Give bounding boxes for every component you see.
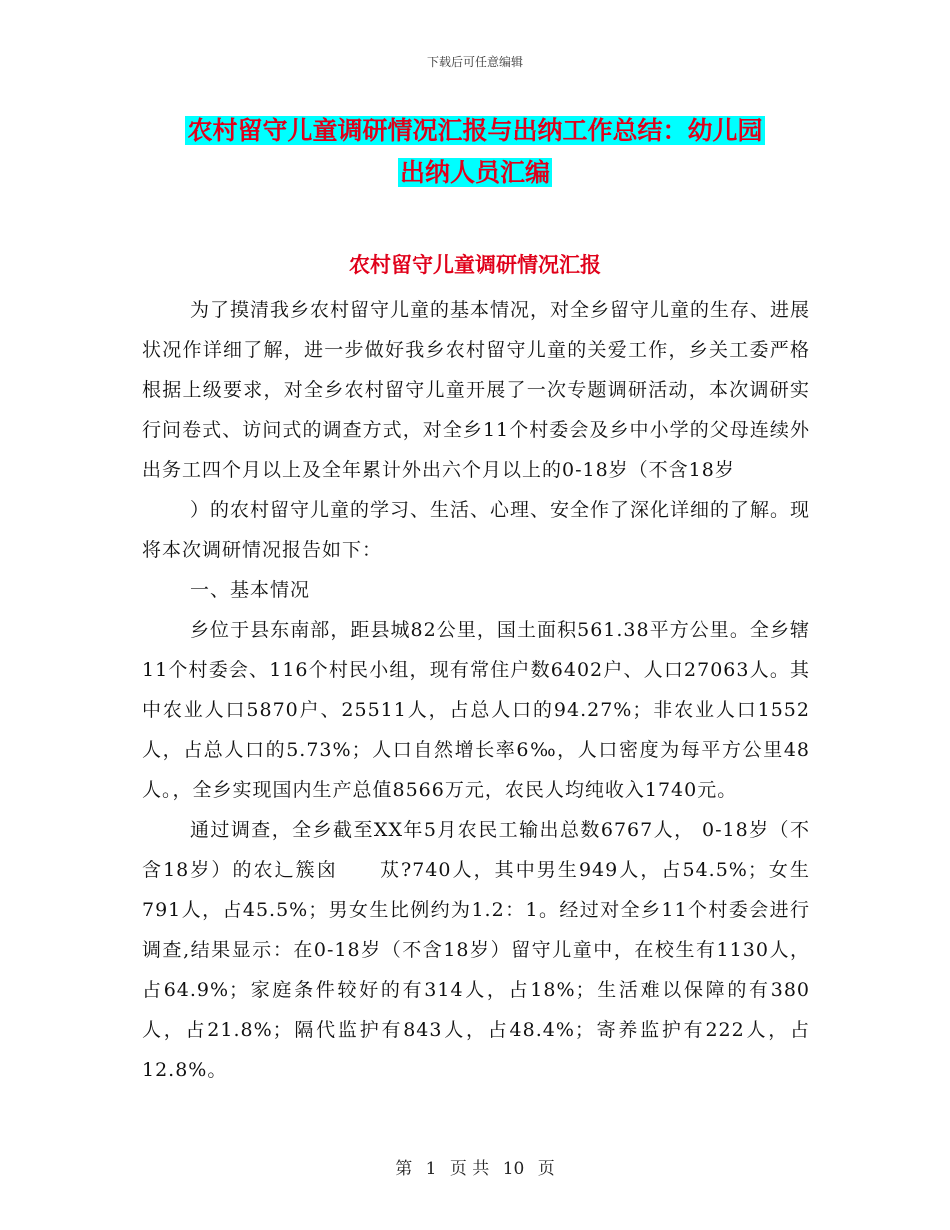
page-footer	[0, 1154, 950, 1179]
paragraph-township-overview: 乡位于县东南部，距县城82公里，国土面积561.38平方公里。全乡辖11个村委会、116个村民小组，现有常住户数6402户、人口27063人。其中农业人口5870户、25511人，占总人口的94.27%；非农业人口1552人，占总人口的5.73%；人口自然增长率6‰，人口密度为每平方公里48人。，全乡实现国内生产总值8566万元，农民人均纯收入1740元。	[142, 619, 810, 801]
title-line-2: 出纳人员汇编	[399, 158, 550, 187]
page-suffix: 页	[537, 1159, 555, 1179]
header-note: 下载后可任意编辑	[426, 55, 523, 69]
page-number: 1	[425, 1159, 437, 1179]
heading-basic-situation: 一、基本情况	[190, 579, 311, 601]
document-body	[142, 290, 810, 1090]
page-total: 10	[502, 1159, 525, 1179]
title-line-1: 农村留守儿童调研情况汇报与出纳工作总结：幼儿园	[187, 116, 763, 145]
page-prefix: 第	[395, 1159, 413, 1179]
paragraph-survey-results: 通过调查，全乡截至XX年5月农民工输出总数6767人， 0-18岁（不含18岁）的农辶簇囟 苁?740人，其中男生949人，占54.5%；女生791人，占45.5%；男女生比例约为1.2：1。经过对全乡11个村委会进行调查,结果显示：在0-18岁（不含18岁）留守儿童中，在校生有1130人，占64.9%；家庭条件较好的有314人，占18%；生活难以保障的有380人，占21.8%；隔代监护有843人，占48.4%；寄养监护有222人，占12.8%。	[142, 819, 810, 1081]
page-mid: 页 共	[449, 1159, 490, 1179]
document-title	[0, 110, 950, 194]
paragraph-intro: 为了摸清我乡农村留守儿童的基本情况，对全乡留守儿童的生存、进展状况作详细了解，进一步做好我乡农村留守儿童的关爱工作，乡关工委严格根据上级要求，对全乡农村留守儿童开展了一次专题调研活动，本次调研实行问卷式、访问式的调查方式，对全乡11个村委会及乡中小学的父母连续外出务工四个月以上及全年累计外出六个月以上的0-18岁（不含18岁	[142, 299, 811, 481]
section-title: 农村留守儿童调研情况汇报	[349, 253, 601, 277]
paragraph-intro-continued: ）的农村留守儿童的学习、生活、心理、安全作了深化详细的了解。现将本次调研情况报告如下：	[142, 499, 811, 561]
